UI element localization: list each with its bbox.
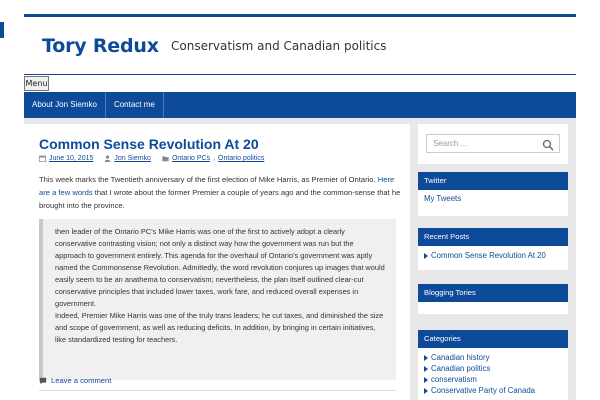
leave-comment-label[interactable]: Leave a comment bbox=[51, 376, 112, 385]
category-link[interactable]: Canadian history bbox=[431, 353, 490, 362]
quote-paragraph-1: then leader of the Ontario PC’s Mike Harris was one of the first to actively adopt a clearly conservative contrasting vision; not only a distinct way how the government was run but the approach to government entirely. This agenda for the overhaul of Ontario’s government was aptly named the Commonsense Revolution. Admittedly, the word revolution conjures up images that would easily seem to be an anathema to conservatism; nevertheless, the plan itself outlined clear-cut conservative principles that included lower taxes, work fare, and reduced overall expenses in government. bbox=[55, 227, 385, 308]
category-item[interactable] bbox=[424, 374, 562, 385]
left-accent-bar bbox=[0, 22, 4, 38]
category-link[interactable]: Conservative Party of Canada bbox=[431, 386, 536, 395]
nav-item-contact[interactable]: Contact me bbox=[106, 92, 164, 118]
my-tweets-link[interactable]: My Tweets bbox=[424, 194, 462, 203]
comment-icon bbox=[39, 377, 47, 385]
post-title[interactable]: Common Sense Revolution At 20 bbox=[39, 136, 259, 152]
twitter-widget bbox=[418, 172, 568, 216]
post-meta bbox=[39, 155, 264, 162]
nav-item-about[interactable]: About Jon Siemko bbox=[24, 92, 106, 118]
sidebar bbox=[418, 124, 568, 400]
site-description: Conservatism and Canadian politics bbox=[171, 39, 387, 53]
search-input[interactable]: Search ... bbox=[426, 134, 560, 153]
categories-title: Categories bbox=[418, 330, 568, 348]
bullet-arrow-icon bbox=[424, 388, 428, 394]
category-link[interactable]: Canadian politics bbox=[431, 364, 491, 373]
search-widget bbox=[418, 124, 568, 164]
category-item[interactable] bbox=[424, 363, 562, 374]
twitter-widget-body bbox=[418, 190, 568, 207]
blogging-tories-widget bbox=[418, 284, 568, 314]
bullet-arrow-icon bbox=[424, 366, 428, 372]
post-article bbox=[24, 124, 410, 400]
post-blockquote bbox=[39, 219, 396, 380]
recent-post-item[interactable] bbox=[424, 250, 562, 261]
header-divider bbox=[24, 74, 576, 75]
menu-button[interactable]: Menu bbox=[24, 76, 49, 91]
category-item[interactable] bbox=[424, 385, 562, 396]
site-title[interactable]: Tory Redux bbox=[42, 35, 159, 57]
category-link[interactable]: conservatism bbox=[431, 375, 477, 384]
intro-link[interactable]: Here are a few words bbox=[39, 175, 395, 197]
category-link-ontario-pcs[interactable]: Ontario PCs bbox=[171, 155, 211, 162]
calendar-icon bbox=[39, 155, 46, 162]
search-icon[interactable] bbox=[542, 139, 554, 151]
categories-list bbox=[418, 348, 568, 400]
twitter-widget-title: Twitter bbox=[418, 172, 568, 190]
post-date-link[interactable]: June 10, 2015 bbox=[49, 155, 94, 162]
category-link-ontario-politics[interactable]: Ontario politics bbox=[218, 155, 265, 162]
quote-paragraph-2: Indeed, Premier Mike Harris was one of the truly trans leaders; he cut taxes, and diminished the size and scope of government, as well as reducing deficits. In addition, by bringing in certain initiatives, like standardized testing for teachers. bbox=[55, 311, 384, 344]
category-separator: , bbox=[213, 155, 216, 162]
folder-icon bbox=[162, 155, 169, 162]
categories-widget bbox=[418, 330, 568, 400]
intro-text-2: that I wrote about the former Premier a couple of years ago and the common-sense that he brought into the province. bbox=[39, 188, 401, 210]
bullet-arrow-icon bbox=[424, 253, 428, 259]
recent-post-link[interactable]: Common Sense Revolution At 20 bbox=[431, 251, 546, 260]
recent-posts-list bbox=[418, 246, 568, 265]
bullet-arrow-icon bbox=[424, 355, 428, 361]
post-author-link[interactable]: Jon Siemko bbox=[114, 155, 151, 162]
main-navigation bbox=[24, 92, 576, 118]
recent-posts-widget bbox=[418, 228, 568, 270]
recent-posts-title: Recent Posts bbox=[418, 228, 568, 246]
leave-comment-link[interactable] bbox=[39, 376, 111, 385]
author-icon bbox=[104, 155, 111, 162]
intro-text-1: This week marks the Twentieth anniversary of the first election of Mike Harris, as Premier of Ontario. bbox=[39, 175, 378, 184]
category-item[interactable] bbox=[424, 352, 562, 363]
site-header bbox=[24, 17, 576, 74]
post-footer-divider bbox=[39, 390, 396, 391]
blogging-tories-title: Blogging Tories bbox=[418, 284, 568, 302]
post-intro bbox=[39, 173, 405, 212]
bullet-arrow-icon bbox=[424, 377, 428, 383]
